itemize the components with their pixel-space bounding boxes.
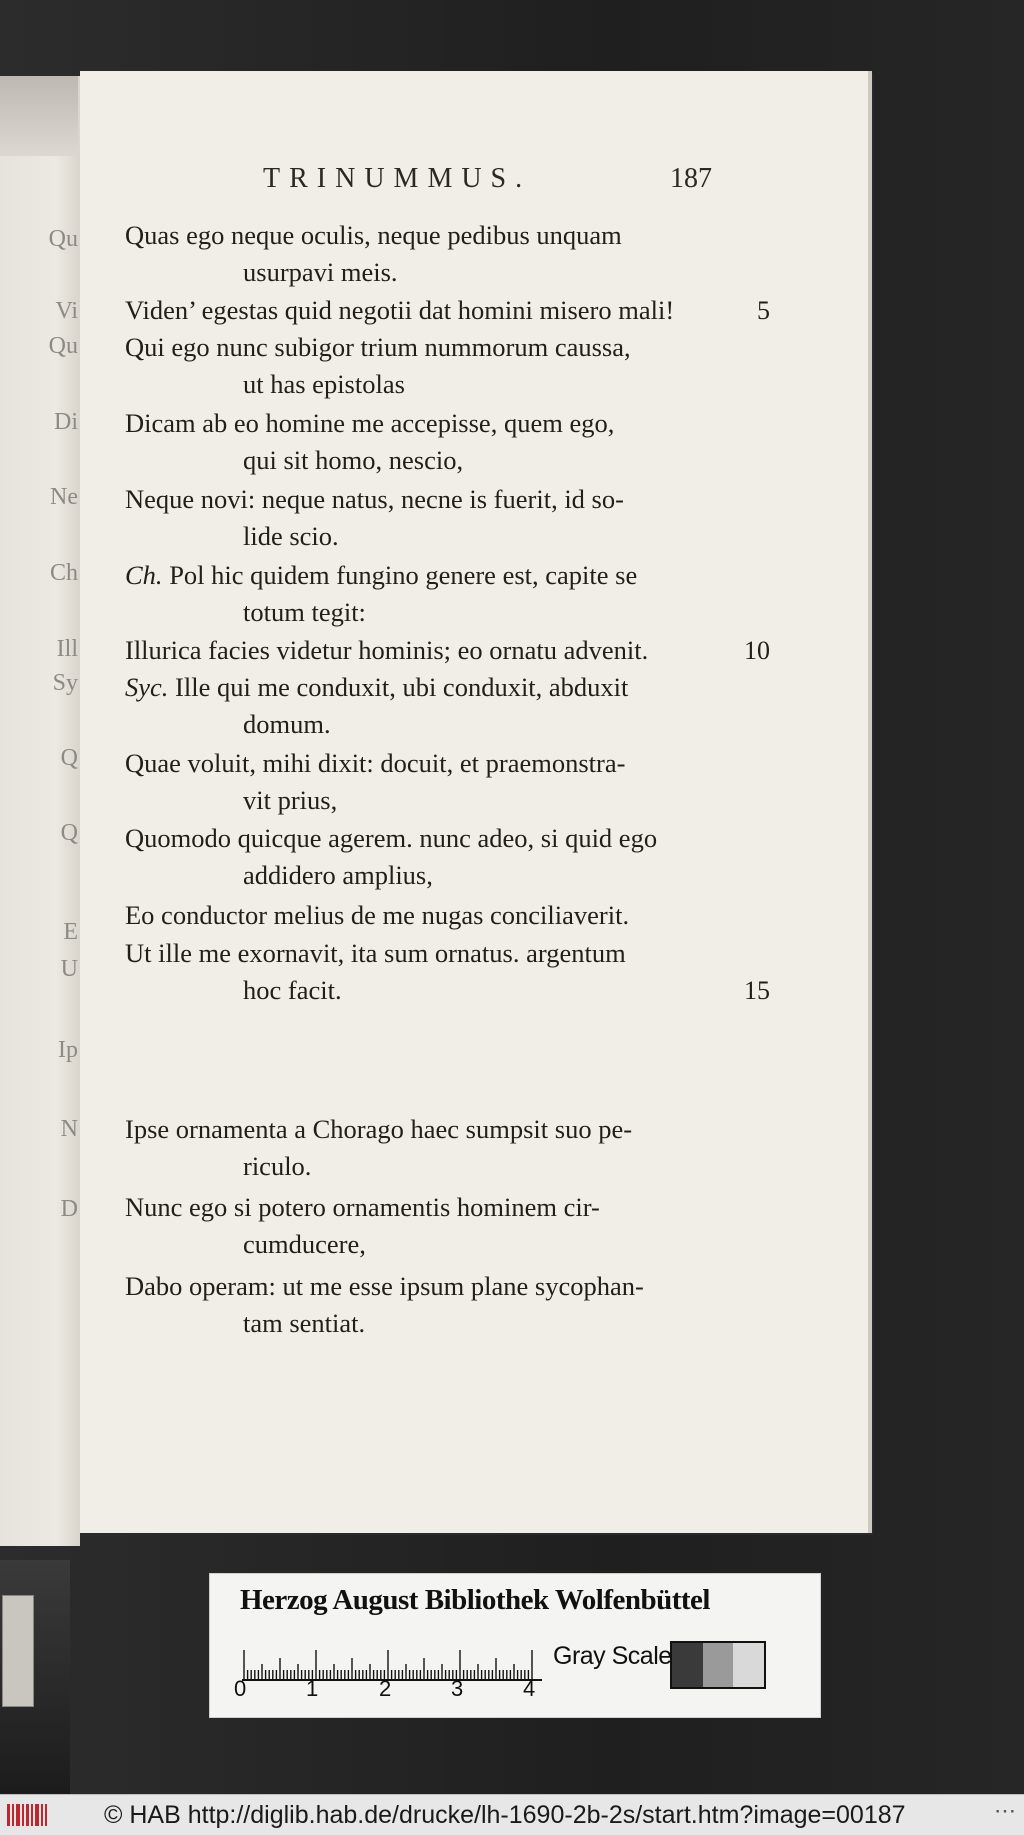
facing-page-fragment: Ill — [56, 636, 78, 662]
ruler-number: 0 — [234, 1676, 247, 1701]
copyright-url[interactable]: © HAB http://diglib.hab.de/drucke/lh-1690-2b-2s/start.htm?image=00187 — [104, 1801, 906, 1829]
verse-text: Quomodo quicque agerem. nunc adeo, si quid ego — [125, 823, 658, 853]
ruler-scale — [242, 1640, 542, 1684]
verse-text: Qui ego nunc subigor trium nummorum caussa, — [125, 332, 631, 362]
gray-scale-label: Gray Scale — [553, 1642, 672, 1670]
verse-text: Dicam ab eo homine me accepisse, quem ego, — [125, 408, 615, 438]
verse-continuation: vit prius, — [243, 785, 338, 815]
verse-line — [125, 481, 765, 555]
verse-line — [125, 405, 765, 479]
facing-page-fragment: Ip — [58, 1037, 78, 1063]
verse-line — [125, 897, 765, 934]
facing-page-top-shadow — [0, 76, 78, 156]
book-page — [80, 71, 868, 1533]
gray-swatch-dark — [672, 1643, 703, 1687]
verse-text: Ille qui me conduxit, ubi conduxit, abduxit — [175, 672, 629, 702]
facing-page-fragment: N — [60, 1116, 78, 1142]
facing-page — [0, 76, 80, 1546]
shelf-label — [2, 1595, 34, 1707]
verse-line — [125, 292, 770, 329]
facing-page-fragment: Qu — [48, 226, 78, 252]
line-number: 15 — [744, 976, 770, 1005]
verse-line — [125, 820, 765, 894]
verse-line — [125, 329, 765, 403]
verse-continuation: cumducere, — [243, 1229, 366, 1259]
facing-page-fragment: U — [60, 956, 78, 982]
hab-logo-icon — [6, 1802, 48, 1828]
verse-text: Ut ille me exornavit, ita sum ornatus. argentum — [125, 938, 626, 968]
viewer-footer — [0, 1794, 1024, 1835]
verse-text: Viden’ egestas quid negotii dat homini misero mali! — [125, 295, 675, 325]
facing-page-fragment: Qu — [48, 333, 78, 359]
speaker-label: Syc. — [125, 672, 176, 702]
verse-continuation: riculo. — [243, 1151, 312, 1181]
facing-page-fragment: Q — [60, 820, 78, 846]
verse-line — [125, 935, 770, 1009]
line-number: 5 — [757, 296, 770, 325]
facing-page-fragment: Q — [60, 745, 78, 771]
verse-continuation: totum tegit: — [243, 597, 366, 627]
line-number: 10 — [744, 636, 770, 665]
verse-text: Illurica facies videtur hominis; eo ornatu advenit. — [125, 635, 649, 665]
verse-continuation: usurpavi meis. — [243, 257, 398, 287]
verse-continuation: tam sentiat. — [243, 1308, 366, 1338]
facing-page-fragment: Sy — [52, 670, 78, 696]
facing-page-fragment: Vi — [55, 298, 78, 324]
verse-text: Pol hic quidem fungino genere est, capite se — [169, 560, 638, 590]
ruler-number: 3 — [451, 1676, 464, 1701]
gray-swatch-light — [733, 1643, 764, 1687]
library-name: Herzog August Bibliothek Wolfenbüttel — [240, 1584, 710, 1616]
verse-text: Dabo operam: ut me esse ipsum plane sycophan- — [125, 1271, 644, 1301]
facing-page-fragment: Ne — [50, 484, 78, 510]
gray-scale-swatches — [670, 1641, 766, 1689]
facing-page-fragment: E — [63, 919, 78, 945]
running-title: TRINUMMUS. — [263, 163, 532, 194]
verse-line — [125, 1189, 765, 1263]
gray-swatch-mid — [703, 1643, 734, 1687]
facing-page-fragment: D — [60, 1196, 78, 1222]
verse-continuation: qui sit homo, nescio, — [243, 445, 464, 475]
page-number: 187 — [670, 163, 712, 194]
facing-page-fragment: Ch — [49, 560, 78, 586]
verse-continuation: addidero amplius, — [243, 860, 433, 890]
color-target-card — [209, 1573, 821, 1718]
ruler-number: 1 — [306, 1676, 319, 1701]
verse-continuation: hoc facit. — [243, 975, 342, 1005]
verse-text: Eo conductor melius de me nugas conciliaverit. — [125, 900, 630, 930]
verse-line — [125, 745, 765, 819]
verse-line — [125, 1268, 765, 1342]
verse-line — [125, 1111, 765, 1185]
verse-continuation: domum. — [243, 709, 331, 739]
ellipsis-icon[interactable]: ⋯ — [994, 1798, 1016, 1823]
verse-text: Quas ego neque oculis, neque pedibus unquam — [125, 220, 622, 250]
speaker-label: Ch. — [125, 560, 170, 590]
facing-page-fragment: Di — [54, 409, 78, 435]
ruler-number: 4 — [523, 1676, 536, 1701]
verse-text: Neque novi: neque natus, necne is fuerit, id so- — [125, 484, 624, 514]
verse-line — [125, 669, 765, 743]
verse-text: Nunc ego si potero ornamentis hominem cir- — [125, 1192, 600, 1222]
verse-text: Ipse ornamenta a Chorago haec sumpsit suo pe- — [125, 1114, 633, 1144]
verse-line — [125, 557, 765, 631]
verse-continuation: lide scio. — [243, 521, 339, 551]
ruler-number: 2 — [379, 1676, 392, 1701]
verse-text: Quae voluit, mihi dixit: docuit, et praemonstra- — [125, 748, 626, 778]
verse-line — [125, 632, 770, 669]
verse-continuation: ut has epistolas — [243, 369, 405, 399]
verse-line — [125, 217, 765, 291]
